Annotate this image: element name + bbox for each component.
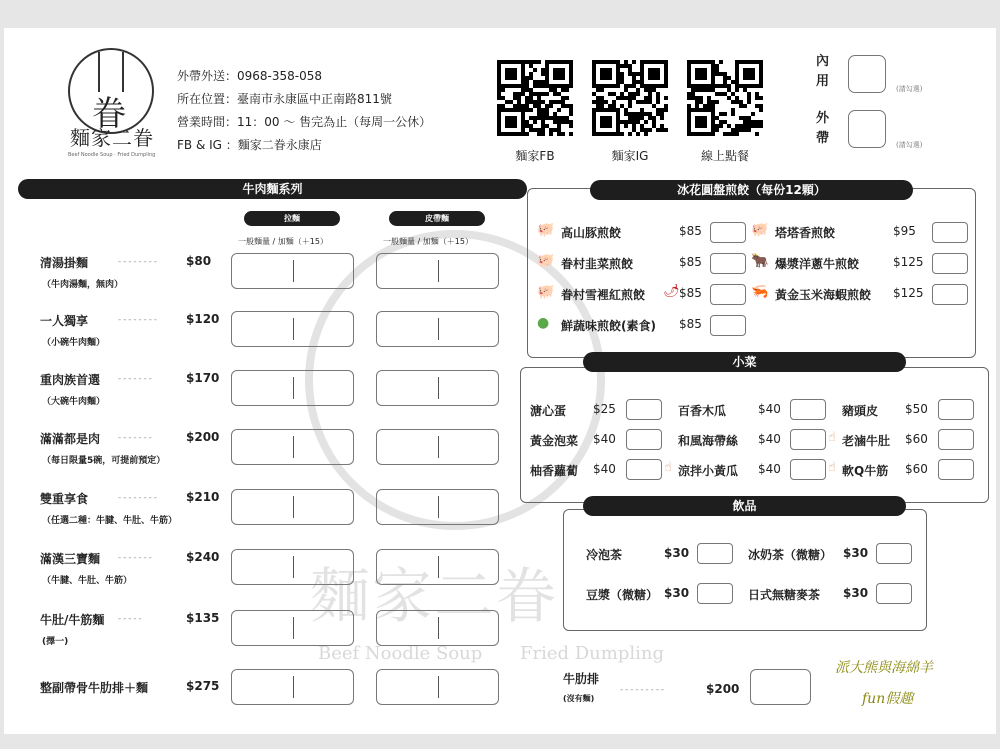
lamian-qty-box[interactable] xyxy=(231,370,354,406)
dumpling-price: $125 xyxy=(893,255,924,269)
dine-in-label: 內用 xyxy=(816,54,830,89)
dumpling-price: $85 xyxy=(679,286,702,300)
beef-item-name: 滿漢三寶麵 xyxy=(40,552,101,566)
cow-icon: 🐂 xyxy=(751,253,769,269)
pidai-qty-box[interactable] xyxy=(376,549,499,585)
logo-char: 眷 xyxy=(92,94,126,134)
dumpling-name: 塔塔香煎餃 xyxy=(775,226,836,240)
lamian-qty-box[interactable] xyxy=(231,311,354,347)
side-name: 豬頭皮 xyxy=(842,404,879,418)
side-name: 軟Q牛筋 xyxy=(842,464,889,478)
dumpling-qty-box[interactable] xyxy=(710,315,746,336)
beef-item-dots: - - - - - - - xyxy=(118,553,152,563)
side-qty-box[interactable] xyxy=(626,459,662,480)
side-price: $40 xyxy=(758,432,781,446)
beef-item-note: (擇一) xyxy=(42,637,69,647)
pidai-qty-box[interactable] xyxy=(376,489,499,525)
beef-item-dots: - - - - - xyxy=(118,614,142,624)
beef-item-note: （大碗牛肉麵） xyxy=(42,397,106,407)
beef-item-name: 一人獨享 xyxy=(40,314,89,328)
dumpling-qty-box[interactable] xyxy=(932,222,968,243)
qr-label: 麵家IG xyxy=(611,149,649,163)
shrimp-icon: 🦐 xyxy=(751,284,769,300)
handwriting-line-2: fun假趣 xyxy=(862,691,914,707)
dumpling-qty-box[interactable] xyxy=(932,284,968,305)
dumpling-qty-box[interactable] xyxy=(710,222,746,243)
dumpling-name: 爆漿洋蔥牛煎餃 xyxy=(775,257,860,271)
beef-item-dots: - - - - - - - - xyxy=(118,257,157,267)
drink-qty-box[interactable] xyxy=(876,583,912,604)
rib-qty-box[interactable] xyxy=(750,669,811,705)
dumpling-price: $85 xyxy=(679,255,702,269)
side-name: 老滷牛肚 xyxy=(842,434,891,448)
side-price: $40 xyxy=(593,432,616,446)
info-line: 所在位置：臺南市永康區中正南路811號 xyxy=(177,92,392,106)
beef-item-note: （牛肉湯麵，無肉） xyxy=(42,280,124,290)
beef-item-price: $135 xyxy=(186,611,220,625)
qr-code[interactable] xyxy=(592,60,668,136)
lamian-qty-box[interactable] xyxy=(231,429,354,465)
beef-item-price: $120 xyxy=(186,312,220,326)
drink-name: 冰奶茶（微糖） xyxy=(748,548,833,562)
lamian-subheader: 一般麵量 / 加麵（＋15） xyxy=(238,237,328,246)
cabbage-icon: ● xyxy=(537,315,550,331)
pidai-qty-box[interactable] xyxy=(376,429,499,465)
beef-item-price: $240 xyxy=(186,550,220,564)
qr-label: 麵家FB xyxy=(515,149,555,163)
beef-item-name: 雙重享食 xyxy=(40,492,89,506)
info-line: 營業時間：11：00 ～ 售完為止（每周一公休） xyxy=(177,115,432,129)
side-qty-box[interactable] xyxy=(626,399,662,420)
qr-code[interactable] xyxy=(687,60,763,136)
side-price: $40 xyxy=(593,462,616,476)
finger-icon: ☝ xyxy=(664,460,672,475)
side-name: 百香木瓜 xyxy=(678,404,727,418)
drink-name: 日式無糖麥茶 xyxy=(748,588,821,602)
lamian-qty-box[interactable] xyxy=(231,610,354,646)
beef-section-header: 牛肉麵系列 xyxy=(18,179,527,199)
qr-code[interactable] xyxy=(497,60,573,136)
pidai-subheader: 一般麵量 / 加麵（＋15） xyxy=(383,237,473,246)
side-name: 溏心蛋 xyxy=(530,404,567,418)
rib-price: $200 xyxy=(706,682,740,696)
side-name: 涼拌小黃瓜 xyxy=(678,464,739,478)
side-price: $25 xyxy=(593,402,616,416)
finger-icon: ☝ xyxy=(828,460,836,475)
beef-item-note: （小碗牛肉麵） xyxy=(42,338,106,348)
sides-section-header: 小菜 xyxy=(583,352,906,372)
beef-item-name: 滿滿都是肉 xyxy=(40,432,101,446)
info-line: FB & IG ：麵家二眷永康店 xyxy=(177,138,322,152)
pig-icon: 🐖 xyxy=(537,222,555,238)
drink-name: 豆漿（微糖） xyxy=(586,588,659,602)
drink-price: $30 xyxy=(843,586,869,600)
lamian-header: 拉麵 xyxy=(244,211,340,226)
dumplings-section-header: 冰花圓盤煎餃（每份12顆） xyxy=(590,180,913,200)
side-qty-box[interactable] xyxy=(938,399,974,420)
logo xyxy=(68,48,154,134)
dumpling-name: 黃金玉米海蝦煎餃 xyxy=(775,288,872,302)
beef-item-note: （任選二種：牛腱、牛肚、牛筋） xyxy=(42,516,178,526)
side-price: $40 xyxy=(758,402,781,416)
drinks-section-header: 飲品 xyxy=(583,496,906,516)
dumpling-price: $95 xyxy=(893,224,916,238)
beef-item-note: （每日限量5碗，可提前預定） xyxy=(42,456,166,466)
lamian-qty-box[interactable] xyxy=(231,549,354,585)
side-price: $40 xyxy=(758,462,781,476)
beef-item-dots: - - - - - - - xyxy=(118,433,152,443)
lamian-qty-box[interactable] xyxy=(231,253,354,289)
beef-item-price: $80 xyxy=(186,254,212,268)
drink-name: 冷泡茶 xyxy=(586,548,623,562)
side-qty-box[interactable] xyxy=(790,429,826,450)
beef-item-name: 清湯掛麵 xyxy=(40,256,89,270)
drink-price: $30 xyxy=(664,546,690,560)
handwriting-line-1: 派大熊與海綿羊 xyxy=(835,660,933,676)
takeout-checkbox[interactable] xyxy=(848,110,886,148)
pidai-qty-box[interactable] xyxy=(376,610,499,646)
takeout-hint: (請勾選) xyxy=(896,141,923,149)
beef-item-dots: - - - - - - - xyxy=(118,374,152,384)
side-name: 和風海帶絲 xyxy=(678,434,739,448)
watermark-text: 麵家二眷 xyxy=(310,562,558,632)
side-name: 柚香蘿蔔 xyxy=(530,464,579,478)
beef-item-name: 整副帶骨牛肋排＋麵 xyxy=(40,681,149,695)
dumpling-name: 鮮蔬味煎餃(素食) xyxy=(561,319,656,333)
dumpling-price: $125 xyxy=(893,286,924,300)
rib-note: (沒有麵) xyxy=(563,694,595,703)
drink-qty-box[interactable] xyxy=(876,543,912,564)
side-price: $60 xyxy=(905,432,928,446)
finger-icon: ☝ xyxy=(828,430,836,445)
pig-icon: 🐖 xyxy=(751,222,769,238)
side-name: 黃金泡菜 xyxy=(530,434,579,448)
watermark-en1: Beef Noodle Soup xyxy=(318,643,483,664)
dumpling-qty-box[interactable] xyxy=(710,284,746,305)
beef-item-note: （牛腱、牛肚、牛筋） xyxy=(42,576,133,586)
dumpling-qty-box[interactable] xyxy=(710,253,746,274)
pidai-qty-box[interactable] xyxy=(376,669,499,705)
rib-dots: - - - - - - - - - xyxy=(620,685,664,695)
side-price: $50 xyxy=(905,402,928,416)
drink-qty-box[interactable] xyxy=(697,583,733,604)
side-qty-box[interactable] xyxy=(790,399,826,420)
beef-item-dots: - - - - - - - - xyxy=(118,315,157,325)
logo-text: 麵家二眷 xyxy=(70,126,154,150)
side-qty-box[interactable] xyxy=(938,429,974,450)
drinks-frame xyxy=(563,509,927,631)
side-qty-box[interactable] xyxy=(790,459,826,480)
pidai-qty-box[interactable] xyxy=(376,311,499,347)
rib-name: 牛肋排 xyxy=(563,672,600,686)
drink-qty-box[interactable] xyxy=(697,543,733,564)
dumpling-name: 眷村雪裡紅煎餃 xyxy=(561,288,646,302)
beef-item-name: 牛肚/牛筋麵 xyxy=(40,613,105,627)
beef-item-price: $210 xyxy=(186,490,220,504)
drink-price: $30 xyxy=(843,546,869,560)
beef-item-dots: - - - - - - - - xyxy=(118,493,157,503)
side-qty-box[interactable] xyxy=(626,429,662,450)
dumpling-price: $85 xyxy=(679,317,702,331)
dine-in-checkbox[interactable] xyxy=(848,55,886,93)
side-qty-box[interactable] xyxy=(938,459,974,480)
chili-icon: 🌶 xyxy=(663,284,680,299)
logo-subtext: Beef Noodle Soup · Fried Dumpling xyxy=(68,152,156,158)
side-price: $60 xyxy=(905,462,928,476)
dine-in-hint: (請勾選) xyxy=(896,85,923,93)
watermark-en2: Fried Dumpling xyxy=(520,643,664,664)
beef-item-name: 重肉族首選 xyxy=(40,373,101,387)
pidai-qty-box[interactable] xyxy=(376,253,499,289)
dumpling-price: $85 xyxy=(679,224,702,238)
qr-label: 線上點餐 xyxy=(700,149,749,163)
beef-item-price: $275 xyxy=(186,679,220,693)
beef-item-price: $170 xyxy=(186,371,220,385)
beef-item-price: $200 xyxy=(186,430,220,444)
pidai-qty-box[interactable] xyxy=(376,370,499,406)
lamian-qty-box[interactable] xyxy=(231,489,354,525)
dumpling-name: 眷村韭菜煎餃 xyxy=(561,257,634,271)
pig-icon: 🐖 xyxy=(537,253,555,269)
takeout-label: 外帶 xyxy=(816,111,830,146)
pig-icon: 🐖 xyxy=(537,284,555,300)
dumpling-qty-box[interactable] xyxy=(932,253,968,274)
dumpling-name: 高山豚煎餃 xyxy=(561,226,622,240)
lamian-qty-box[interactable] xyxy=(231,669,354,705)
drink-price: $30 xyxy=(664,586,690,600)
info-line: 外帶外送：0968-358-058 xyxy=(177,69,323,83)
pidai-header: 皮帶麵 xyxy=(389,211,485,226)
